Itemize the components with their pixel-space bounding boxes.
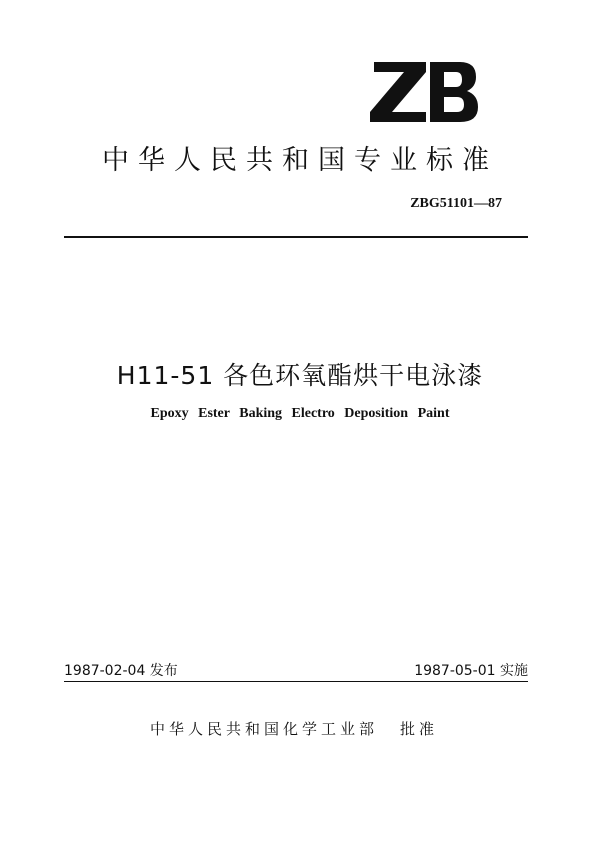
implementation-date: 1987-05-01 实施: [414, 663, 528, 679]
document-title: H11-51 各色环氧酯烘干电泳漆: [116, 361, 484, 390]
footer-divider: [64, 681, 528, 682]
standard-category-title: 中华人民共和国专业标准: [102, 145, 498, 176]
standard-code: ZBG51101—87: [410, 196, 502, 211]
document-subtitle-english: Epoxy Ester Baking Electro Deposition Paint: [150, 406, 450, 421]
issue-date: 1987-02-04 发布: [64, 663, 178, 679]
header-divider: [64, 236, 528, 238]
zb-logo: [368, 60, 478, 124]
approve-label: 批准: [400, 720, 439, 738]
approving-authority: 中华人民共和国化学工业部: [150, 720, 379, 738]
